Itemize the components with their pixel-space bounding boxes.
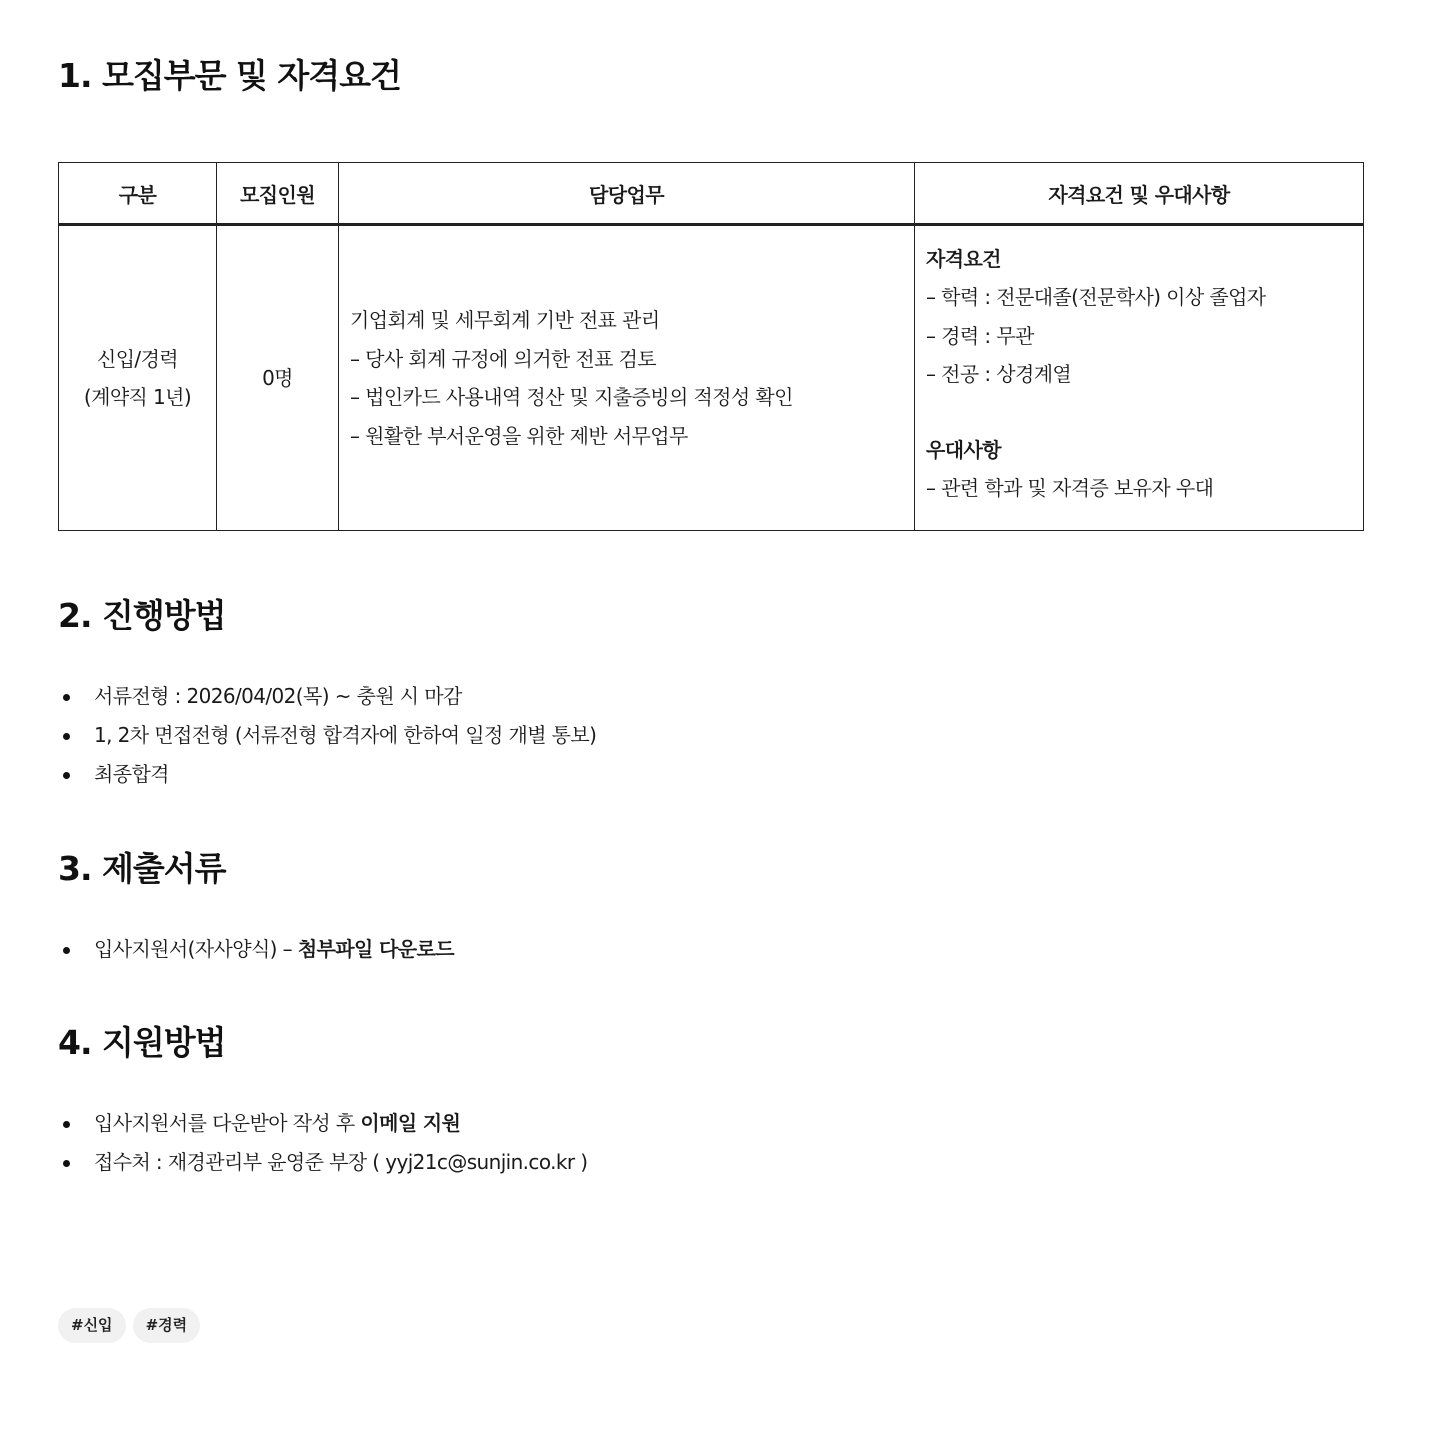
category-cell — [59, 225, 217, 531]
email-apply-emphasis: 이메일 지원 — [360, 1111, 461, 1135]
process-list — [58, 677, 596, 794]
section-title-recruitment: 1. 모집부문 및 자격요건 — [58, 56, 401, 95]
tag-experienced[interactable]: #경력 — [133, 1308, 201, 1343]
header-duties: 담당업무 — [339, 163, 915, 225]
spacer — [926, 393, 1363, 431]
list-item: 접수처 : 재경관리부 윤영준 부장 ( yyj21c@sunjin.co.kr ) — [58, 1143, 587, 1182]
qualification-line: – 전공 : 상경계열 — [926, 361, 1072, 386]
duty-line: – 법인카드 사용내역 정산 및 지출증빙의 적정성 확인 — [350, 385, 793, 409]
preferred-line: – 관련 학과 및 자격증 보유자 우대 — [926, 476, 1214, 501]
apply-text: 입사지원서를 다운받아 작성 후 — [94, 1111, 361, 1135]
list-item: 서류전형 : 2026/04/02(목) ~ 충원 시 마감 — [58, 677, 596, 716]
preferred-heading: 우대사항 — [926, 438, 1001, 463]
apply-list — [58, 1104, 587, 1182]
list-item — [58, 1104, 587, 1143]
document-text: 입사지원서(자사양식) – — [94, 937, 298, 961]
duties-cell — [339, 225, 915, 531]
duty-line: – 원활한 부서운영을 위한 제반 서무업무 — [350, 423, 688, 448]
headcount-cell: 0명 — [217, 225, 339, 531]
category-line: (계약직 1년) — [83, 385, 192, 409]
list-item: 최종합격 — [58, 755, 596, 794]
table-row — [59, 225, 1364, 531]
qualification-line: – 경력 : 무관 — [926, 323, 1034, 348]
qualifications-cell — [915, 225, 1364, 531]
tag-list — [58, 1308, 200, 1343]
documents-list — [58, 930, 454, 969]
duty-line: 기업회계 및 세무회계 기반 전표 관리 — [350, 308, 660, 332]
recruitment-table — [58, 162, 1364, 531]
qualification-line: – 학력 : 전문대졸(전문학사) 이상 졸업자 — [926, 285, 1266, 310]
list-item: 1, 2차 면접전형 (서류전형 합격자에 한하여 일정 개별 통보) — [58, 716, 596, 755]
header-headcount: 모집인원 — [217, 163, 339, 225]
section-title-apply: 4. 지원방법 — [58, 1023, 226, 1062]
duty-line: – 당사 회계 규정에 의거한 전표 검토 — [350, 346, 657, 371]
section-title-process: 2. 진행방법 — [58, 596, 226, 635]
attachment-download-link[interactable]: 첨부파일 다운로드 — [297, 937, 454, 961]
qualifications-heading: 자격요건 — [926, 247, 1001, 271]
header-category: 구분 — [59, 163, 217, 225]
section-title-documents: 3. 제출서류 — [58, 849, 226, 888]
header-qualifications: 자격요건 및 우대사항 — [915, 163, 1364, 225]
list-item — [58, 930, 454, 969]
table-header-row — [59, 163, 1364, 225]
tag-new[interactable]: #신입 — [58, 1308, 126, 1343]
category-line: 신입/경력 — [96, 347, 179, 371]
